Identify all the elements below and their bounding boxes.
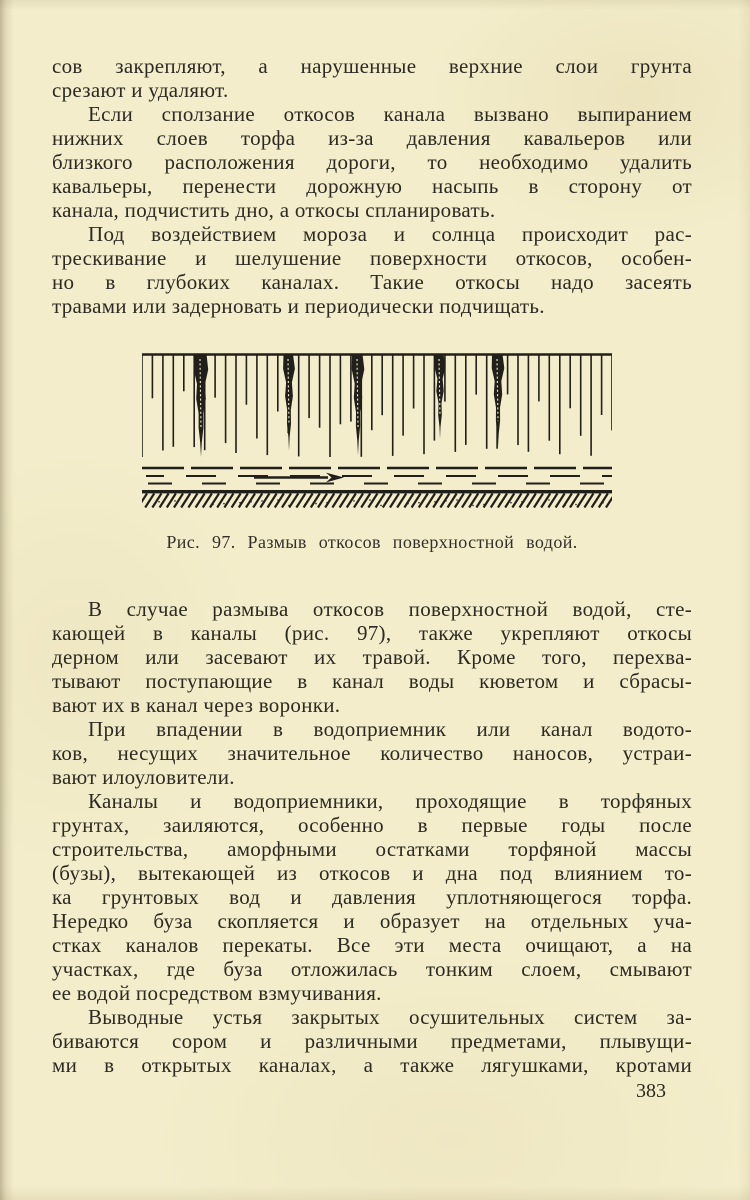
text-line: но в глубоких каналах. Такие откосы надо засеять: [52, 270, 692, 294]
page-number: 383: [636, 1080, 666, 1102]
text-line: сов закрепляют, а нарушенные верхние слои грунта: [52, 54, 692, 78]
figure-drawing: [142, 350, 612, 512]
paragraph: [52, 789, 692, 1005]
text-line: близкого расположения дороги, то необходимо удалить: [52, 150, 692, 174]
text-line: Под воздействием мороза и солнца происходит рас-: [88, 222, 692, 246]
paragraph: [52, 597, 692, 717]
text-line: участках, где буза отложилась тонким слоем, смывают: [52, 957, 692, 981]
text-line: биваются сором и различными предметами, плывущи-: [52, 1029, 692, 1053]
text-line: стках каналов перекаты. Все эти места очищают, а на: [52, 933, 692, 957]
text-line: вают их в канал через воронки.: [52, 693, 341, 717]
paragraph: [52, 1005, 692, 1077]
text-line: тывают поступающие в канал воды кюветом и сбрасы-: [52, 669, 692, 693]
text-line: Выводные устья закрытых осушительных систем за-: [88, 1005, 692, 1029]
paragraph: [52, 222, 692, 318]
figure-caption: Рис. 97. Размыв откосов поверхностной водой.: [166, 532, 578, 552]
text-line: В случае размыва откосов поверхностной водой, сте-: [88, 597, 692, 621]
text-line: канала, подчистить дно, а откосы спланировать.: [52, 198, 496, 222]
text-line: нижних слоев торфа из-за давления кавальеров или: [52, 126, 692, 150]
text-line: кавальеры, перенести дорожную насыпь в сторону от: [52, 174, 692, 198]
figure-97: [142, 350, 612, 512]
text-line: При впадении в водоприемник или канал водото-: [88, 717, 692, 741]
paragraph: [52, 54, 692, 102]
text-line: ее водой посредством взмучивания.: [52, 981, 382, 1005]
text-line: трескивание и шелушение поверхности откосов, особен-: [52, 246, 692, 270]
text-line: Нередко буза скопляется и образует на отдельных уча-: [52, 909, 692, 933]
text-line: грунтах, заиляются, особенно в первые годы после: [52, 813, 692, 837]
text-line: (бузы), вытекающей из откосов и дна под влиянием то-: [52, 861, 692, 885]
text-column-top: [52, 54, 692, 318]
paragraph: [52, 102, 692, 222]
text-line: кающей в каналы (рис. 97), также укрепляют откосы: [52, 621, 692, 645]
text-line: срезают и удаляют.: [52, 78, 229, 102]
text-line: травами или задерновать и периодически подчищать.: [52, 294, 545, 318]
text-line: ми в открытых каналах, а также лягушками, кротами: [52, 1053, 692, 1077]
text-line: Если сползание откосов канала вызвано выпиранием: [88, 102, 692, 126]
text-line: вают илоуловители.: [52, 765, 235, 789]
text-column-bottom: [52, 597, 692, 1077]
text-line: дерном или засевают их травой. Кроме того, перехва-: [52, 645, 692, 669]
text-line: Каналы и водоприемники, проходящие в торфяных: [88, 789, 692, 813]
text-line: ков, несущих значительное количество наносов, устраи-: [52, 741, 692, 765]
paragraph: [52, 717, 692, 789]
text-line: строительства, аморфными остатками торфяной массы: [52, 837, 692, 861]
text-line: ка грунтовых вод и давления уплотняющегося торфа.: [52, 885, 692, 909]
